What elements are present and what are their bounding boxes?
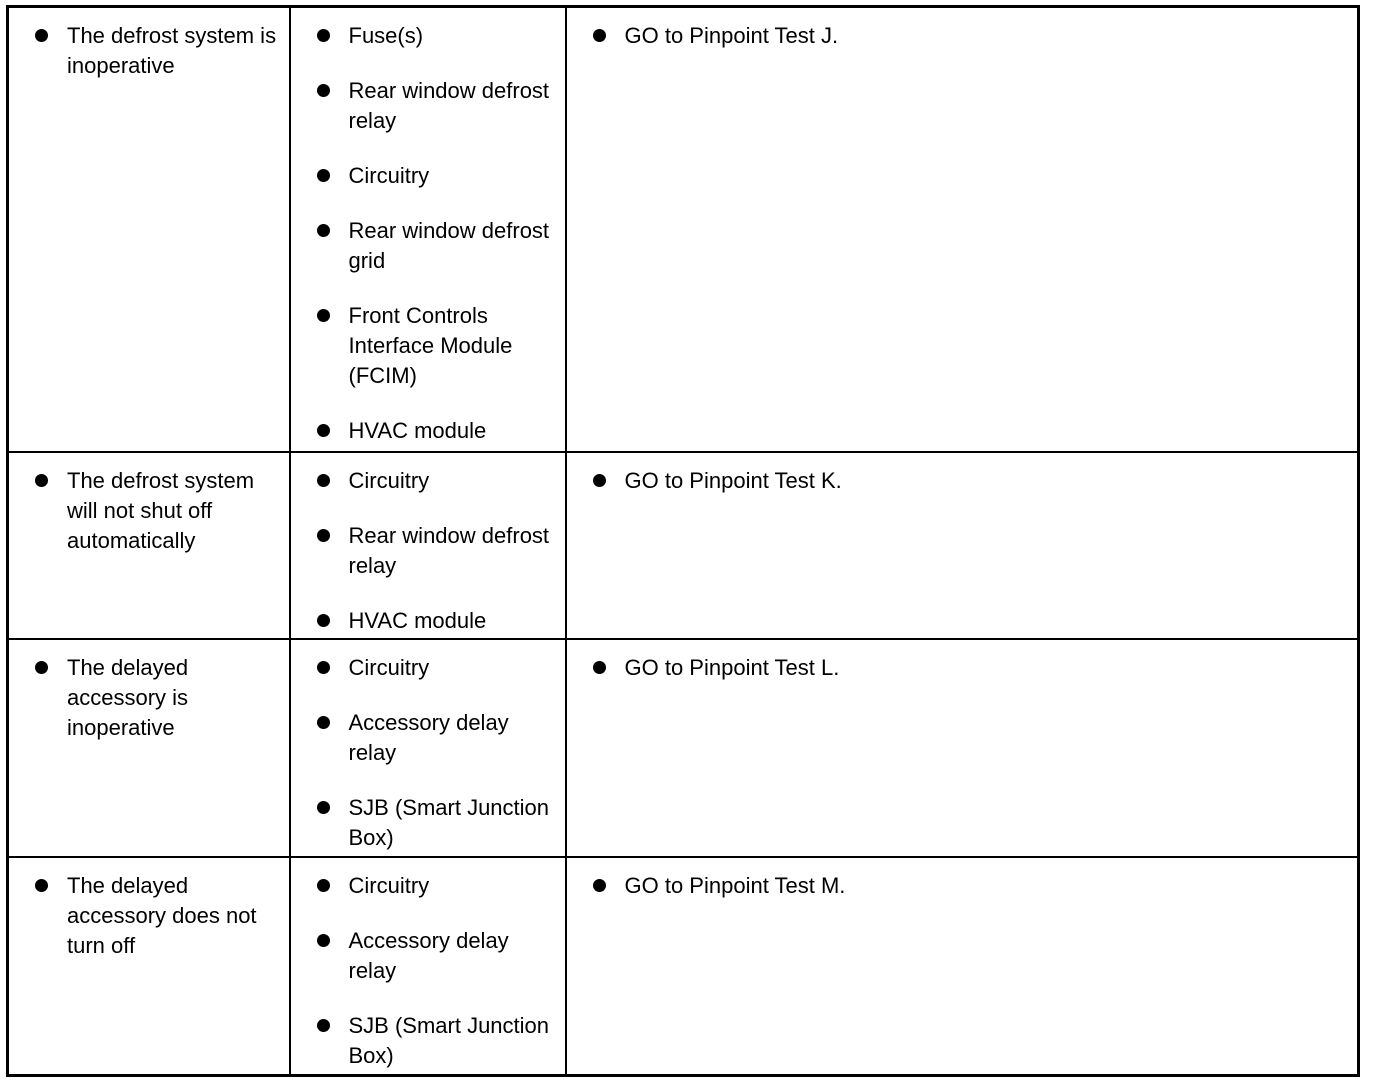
action-cell [566,452,1359,639]
condition-cell [8,7,290,452]
possible-sources-cell [290,857,566,1076]
bullet-icon [317,801,330,814]
bullet-icon [317,879,330,892]
list-item [315,926,561,986]
possible-sources-cell [290,639,566,857]
condition-text: The delayed accessory does not turn off [67,872,257,958]
list-item [315,521,561,581]
source-text: HVAC module [348,418,487,443]
bullet-icon [35,661,48,674]
condition-cell [8,857,290,1076]
list-item [591,21,1354,51]
bullet-icon [317,716,330,729]
possible-sources-cell [290,7,566,452]
symptom-chart-table [6,5,1360,1077]
action-cell [566,7,1359,452]
bullet-icon [35,474,48,487]
source-text: Fuse(s) [348,23,424,48]
list-item [315,301,561,391]
list-item [315,21,561,51]
source-text: Accessory delay relay [348,927,509,983]
bullet-icon [35,29,48,42]
table-row [8,857,1359,1076]
list-item [315,1011,561,1071]
bullet-icon [317,29,330,42]
bullet-icon [593,879,606,892]
list-item [33,653,285,743]
list-item [591,653,1354,683]
table-row [8,452,1359,639]
condition-text: The delayed accessory is inoperative [67,654,189,740]
table-row [8,7,1359,452]
list-item [591,871,1354,901]
source-text: SJB (Smart Junction Box) [348,794,550,850]
condition-text: The defrost system is inoperative [67,23,277,78]
bullet-icon [317,529,330,542]
list-item [315,466,561,496]
bullet-icon [317,1019,330,1032]
table-row [8,639,1359,857]
action-cell [566,857,1359,1076]
possible-sources-cell [290,452,566,639]
bullet-icon [317,661,330,674]
bullet-icon [317,309,330,322]
bullet-icon [317,424,330,437]
bullet-icon [35,879,48,892]
source-text: Circuitry [348,872,430,898]
action-text: GO to Pinpoint Test J. [624,23,839,48]
list-item [315,606,561,636]
list-item [315,161,561,191]
source-text: Circuitry [348,163,430,188]
source-text: Front Controls Interface Module (FCIM) [348,303,513,388]
list-item [315,708,561,768]
source-text: Accessory delay relay [348,709,509,765]
list-item [33,466,285,556]
bullet-icon [317,84,330,97]
action-cell [566,639,1359,857]
condition-cell [8,639,290,857]
list-item [591,466,1354,496]
action-text: GO to Pinpoint Test M. [624,872,846,898]
list-item [315,216,561,276]
list-item [315,416,561,446]
bullet-icon [317,224,330,237]
condition-text: The defrost system will not shut off automatically [67,467,255,553]
list-item [33,21,285,81]
list-item [33,871,285,961]
bullet-icon [593,661,606,674]
source-text: Rear window defrost relay [348,522,550,578]
list-item [315,871,561,901]
action-text: GO to Pinpoint Test K. [624,467,842,493]
source-text: Circuitry [348,654,430,680]
list-item [315,653,561,683]
list-item [315,76,561,136]
source-text: SJB (Smart Junction Box) [348,1012,550,1068]
source-text: HVAC module [348,607,487,633]
source-text: Rear window defrost relay [348,78,550,133]
bullet-icon [593,474,606,487]
bullet-icon [317,614,330,627]
source-text: Circuitry [348,467,430,493]
action-text: GO to Pinpoint Test L. [624,654,840,680]
source-text: Rear window defrost grid [348,218,550,273]
bullet-icon [317,169,330,182]
bullet-icon [317,934,330,947]
condition-cell [8,452,290,639]
list-item [315,793,561,853]
bullet-icon [593,29,606,42]
bullet-icon [317,474,330,487]
